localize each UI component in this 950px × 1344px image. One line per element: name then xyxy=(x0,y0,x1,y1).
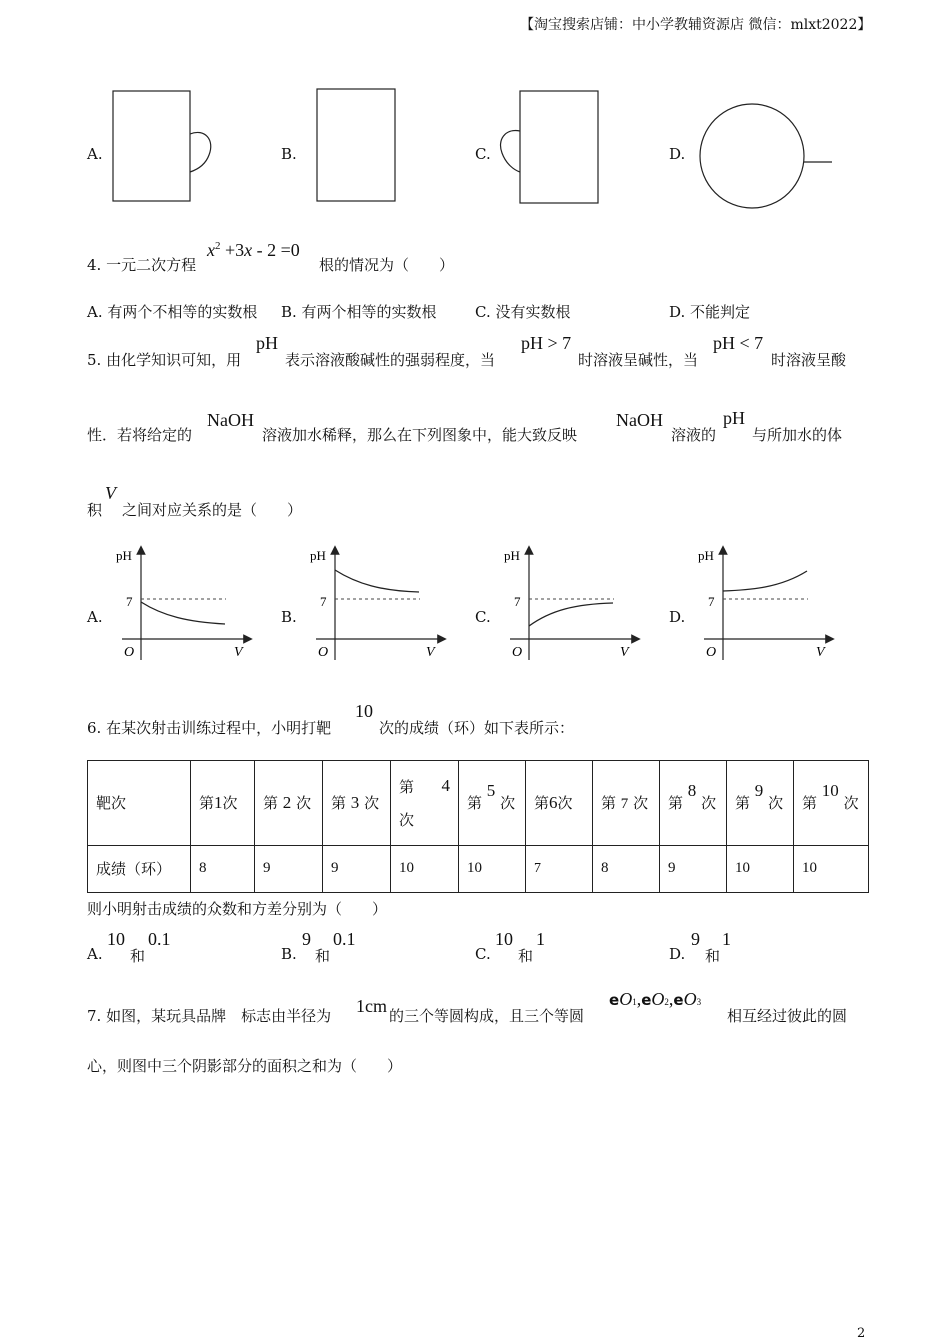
q5-l1-ph: pH xyxy=(256,333,278,353)
q7-line2: 心，则图中三个阴影部分的面积之和为（ ） xyxy=(87,1057,403,1075)
circle-symbol-icon: e xyxy=(609,991,620,1009)
q6-option-b-and: 和 xyxy=(315,947,331,965)
score-cell: 7 xyxy=(526,845,593,892)
q5-l1-ph-gt7: pH > 7 xyxy=(521,333,572,353)
q3-option-c-label: C. xyxy=(475,145,491,163)
q5-graph-b xyxy=(302,544,452,664)
score-cell: 8 xyxy=(593,845,660,892)
header-cell: 第1次 xyxy=(191,761,255,846)
q5-graph-d-ylabel: pH xyxy=(698,548,714,563)
score-cell: 9 xyxy=(660,845,727,892)
q5-graph-c xyxy=(496,544,646,664)
row-header-score: 成绩（环） xyxy=(88,845,191,892)
header-cell: 第 3 次 xyxy=(323,761,391,846)
page-header: 【淘宝搜索店铺：中小学教辅资源店 微信：mlxt2022】 xyxy=(520,17,872,33)
row-header-shot: 靶次 xyxy=(88,761,191,846)
table-score-row xyxy=(88,845,869,892)
q6-option-c-var: 1 xyxy=(536,929,545,949)
header-cell: 第 4 次 xyxy=(391,761,459,846)
score-table xyxy=(87,760,869,893)
q5-graph-d xyxy=(690,544,840,664)
q7-o1: O xyxy=(619,989,633,1009)
circle-symbol-icon: e xyxy=(641,991,652,1009)
q3-option-b-label: B. xyxy=(281,145,297,163)
q6-option-a-and: 和 xyxy=(130,947,146,965)
q4-eq-rest: - 2 =0 xyxy=(256,240,300,260)
score-cell: 9 xyxy=(255,845,323,892)
q5-l2-text-2: 溶液加水稀释，那么在下列图象中，能大致反映 xyxy=(262,426,578,444)
q5-graph-a-xlabel: V xyxy=(234,645,243,660)
q4-option-a: A. 有两个不相等的实数根 xyxy=(87,303,258,321)
q5-option-b-label: B. xyxy=(281,608,297,626)
page-number: 2 xyxy=(857,1326,866,1341)
q5-l2-text-4: 与所加水的体 xyxy=(752,426,843,444)
q6-option-c-and: 和 xyxy=(518,947,534,965)
q5-graph-c-xlabel: V xyxy=(620,645,629,660)
q4-option-b: B. 有两个相等的实数根 xyxy=(281,303,437,321)
q5-graph-a-seven: 7 xyxy=(126,594,133,609)
q6-option-d-and: 和 xyxy=(705,947,721,965)
q5-l1-text-4: 时溶液呈酸 xyxy=(771,351,847,369)
q5-graph-b-xlabel: V xyxy=(426,645,435,660)
q5-graph-b-origin: O xyxy=(318,645,329,660)
score-cell: 10 xyxy=(459,845,526,892)
q6-option-d-letter: D. xyxy=(669,945,686,963)
q4-option-d: D. 不能判定 xyxy=(669,303,751,321)
q7-l1-text-1: 7. 如图，某玩具品牌 标志由半径为 xyxy=(87,1007,332,1025)
q5-l1-text-1: 5. 由化学知识可知，用 xyxy=(87,351,242,369)
q5-l2-text-3: 溶液的 xyxy=(671,426,717,444)
q5-graph-b-ylabel: pH xyxy=(310,548,326,563)
q5-l3-text-1: 积 xyxy=(87,501,103,519)
q6-option-d-mode: 9 xyxy=(691,929,700,949)
q4-prefix: 4. 一元二次方程 xyxy=(87,256,197,274)
q5-l3-v: V xyxy=(105,483,116,503)
q6-prefix: 6. 在某次射击训练过程中，小明打靶 xyxy=(87,719,332,737)
q5-l2-ph: pH xyxy=(723,408,745,428)
score-cell: 8 xyxy=(191,845,255,892)
q6-option-a-letter: A. xyxy=(87,945,103,963)
score-cell: 10 xyxy=(391,845,459,892)
q6-option-b-var: 0.1 xyxy=(333,929,356,949)
q4-eq-exp: 2 xyxy=(215,240,221,252)
q5-graph-a xyxy=(108,544,258,664)
q6-suffix: 次的成绩（环）如下表所示： xyxy=(379,719,575,737)
q7-o3: O xyxy=(683,989,697,1009)
q4-eq-x2: x xyxy=(244,240,253,260)
header-cell: 第 9 次 xyxy=(727,761,794,846)
q6-option-d-var: 1 xyxy=(722,929,731,949)
q4-eq-x: x xyxy=(207,240,215,260)
q3-option-d-figure xyxy=(0,0,950,230)
q3-option-d-label: D. xyxy=(669,145,686,163)
score-cell: 10 xyxy=(794,845,869,892)
header-cell: 第 10 次 xyxy=(794,761,869,846)
q7-o3-sub: 3 xyxy=(696,997,702,1007)
q5-l1-text-3: 时溶液呈碱性，当 xyxy=(578,351,699,369)
q7-o1-sub: 1 xyxy=(632,997,637,1007)
header-cell: 第 2 次 xyxy=(255,761,323,846)
q6-count: 10 xyxy=(355,701,373,721)
q6-option-a-var: 0.1 xyxy=(148,929,171,949)
q6-option-c-mode: 10 xyxy=(495,929,513,949)
q4-equation xyxy=(207,240,300,261)
q5-graph-a-origin: O xyxy=(124,645,135,660)
q5-option-c-label: C. xyxy=(475,608,491,626)
q5-graph-c-seven: 7 xyxy=(514,594,521,609)
q5-graph-b-seven: 7 xyxy=(320,594,327,609)
q3-option-a-label: A. xyxy=(87,145,103,163)
q6-option-b-mode: 9 xyxy=(302,929,311,949)
q5-l2-naoh-1: NaOH xyxy=(207,410,254,430)
q5-option-a-label: A. xyxy=(87,608,103,626)
q5-graph-d-seven: 7 xyxy=(708,594,715,609)
q4-option-c: C. 没有实数根 xyxy=(475,303,571,321)
q7-circles: eO1,eO2,eO3 xyxy=(609,989,702,1009)
q7-o2-sub: 2 xyxy=(664,997,669,1007)
q5-graph-c-ylabel: pH xyxy=(504,548,520,563)
table-header-row xyxy=(88,761,869,846)
q5-l1-ph-lt7: pH < 7 xyxy=(713,333,764,353)
header-cell: 第 8 次 xyxy=(660,761,727,846)
q5-l3-text-2: 之间对应关系的是（ ） xyxy=(122,501,303,519)
header-cell: 第 7 次 xyxy=(593,761,660,846)
q5-l2-naoh-2: NaOH xyxy=(616,410,663,430)
q5-graph-c-origin: O xyxy=(512,645,523,660)
q5-graph-d-origin: O xyxy=(706,645,717,660)
q7-l1-text-3: 相互经过彼此的圆 xyxy=(727,1007,848,1025)
q7-l1-text-2: 的三个等圆构成，且三个等圆 xyxy=(389,1007,585,1025)
score-cell: 10 xyxy=(727,845,794,892)
header-cell: 第6次 xyxy=(526,761,593,846)
q7-o2: O xyxy=(651,989,665,1009)
q6-option-c-letter: C. xyxy=(475,945,491,963)
header-cell: 第 5 次 xyxy=(459,761,526,846)
q4-eq-plus3: +3 xyxy=(225,240,245,260)
q5-graph-d-xlabel: V xyxy=(816,645,825,660)
q5-graph-a-ylabel: pH xyxy=(116,548,132,563)
q5-l2-text-1: 性．若将给定的 xyxy=(87,426,193,444)
q5-l1-text-2: 表示溶液酸碱性的强弱程度，当 xyxy=(285,351,496,369)
q5-option-d-label: D. xyxy=(669,608,686,626)
q4-suffix: 根的情况为（ ） xyxy=(319,256,455,274)
q6-option-a-mode: 10 xyxy=(107,929,125,949)
q6-question: 则小明射击成绩的众数和方差分别为（ ） xyxy=(87,900,388,918)
q6-option-b-letter: B. xyxy=(281,945,297,963)
score-cell: 9 xyxy=(323,845,391,892)
circle-symbol-icon: e xyxy=(673,991,684,1009)
q7-radius: 1cm xyxy=(356,996,387,1016)
